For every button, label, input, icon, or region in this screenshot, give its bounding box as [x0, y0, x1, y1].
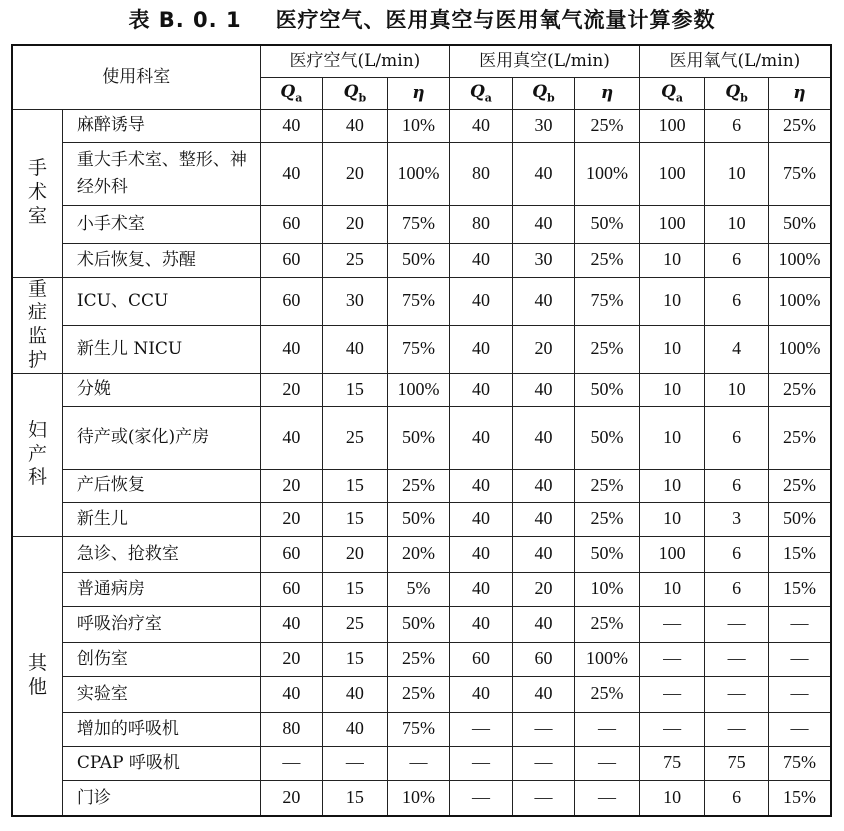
value-cell: —	[768, 606, 831, 642]
value-cell: 15	[323, 469, 388, 502]
value-cell: 40	[260, 109, 323, 142]
value-cell: 50%	[768, 205, 831, 243]
group-char: 护	[27, 348, 47, 371]
value-cell: 40	[260, 142, 323, 205]
department-name: 术后恢复、苏醒	[62, 243, 260, 277]
symbol-header	[450, 77, 513, 109]
value-cell: 3	[705, 502, 769, 536]
symbol-header	[768, 77, 831, 109]
group-char: 产	[27, 442, 47, 465]
value-cell: —	[768, 642, 831, 676]
value-cell: 50%	[387, 243, 450, 277]
symbol-header	[323, 77, 388, 109]
value-cell: 25	[323, 406, 388, 469]
value-cell: 40	[450, 373, 513, 406]
value-cell: 50%	[575, 536, 640, 572]
value-cell: 60	[260, 243, 323, 277]
department-name: 分娩	[62, 373, 260, 406]
value-cell: —	[450, 746, 513, 780]
value-cell: 20	[323, 205, 388, 243]
table-row	[12, 243, 831, 277]
value-cell: 25%	[387, 642, 450, 676]
value-cell: 25%	[575, 502, 640, 536]
group-char: 其	[27, 652, 47, 674]
value-cell: 25%	[575, 606, 640, 642]
group-char: 科	[27, 466, 47, 489]
value-cell: 40	[450, 536, 513, 572]
value-cell: —	[705, 712, 769, 746]
value-cell: 5%	[387, 572, 450, 606]
value-cell: 40	[512, 536, 575, 572]
symbol-main: Q	[661, 81, 676, 102]
table-row	[12, 572, 831, 606]
value-cell: —	[639, 642, 705, 676]
value-cell: 25	[323, 606, 388, 642]
table-row	[12, 712, 831, 746]
value-cell: 75%	[387, 205, 450, 243]
value-cell: —	[705, 676, 769, 712]
value-cell: 25%	[768, 109, 831, 142]
symbol-header	[260, 77, 323, 109]
group-char: 室	[27, 204, 47, 227]
value-cell: 15	[323, 502, 388, 536]
department-name: 创伤室	[62, 642, 260, 676]
value-cell: 15%	[768, 536, 831, 572]
value-cell: 60	[512, 642, 575, 676]
value-cell: 40	[323, 109, 388, 142]
table-row	[12, 325, 831, 373]
value-cell: 20	[323, 142, 388, 205]
value-cell: 60	[260, 205, 323, 243]
table-row	[12, 642, 831, 676]
group-header-oxygen: 医用氧气(L/min)	[639, 45, 831, 77]
value-cell: 100%	[575, 642, 640, 676]
symbol-header	[705, 77, 769, 109]
symbol-main: Q	[725, 81, 741, 102]
group-char: 妇	[27, 418, 47, 441]
value-cell: 25%	[768, 373, 831, 406]
value-cell: —	[639, 676, 705, 712]
value-cell: 20	[260, 373, 323, 406]
value-cell: 25%	[575, 325, 640, 373]
symbol-header	[387, 77, 450, 109]
value-cell: 100%	[387, 142, 450, 205]
value-cell: 40	[450, 325, 513, 373]
value-cell: 6	[705, 243, 769, 277]
symbol-main: η	[793, 82, 806, 103]
value-cell: 50%	[575, 373, 640, 406]
table-row	[12, 469, 831, 502]
table-body	[12, 109, 831, 816]
value-cell: 40	[260, 676, 323, 712]
symbol-main: η	[412, 82, 425, 103]
value-cell: 100	[639, 536, 705, 572]
table-row	[12, 373, 831, 406]
table-row	[12, 780, 831, 816]
department-name: 待产或(家化)产房	[62, 406, 260, 469]
value-cell: 100	[639, 142, 705, 205]
department-name: 普通病房	[62, 572, 260, 606]
value-cell: —	[512, 712, 575, 746]
value-cell: 40	[450, 502, 513, 536]
table-row	[12, 536, 831, 572]
value-cell: 15	[323, 373, 388, 406]
department-group	[12, 373, 62, 536]
value-cell: 80	[450, 142, 513, 205]
value-cell: 75%	[768, 746, 831, 780]
value-cell: —	[323, 746, 388, 780]
value-cell: 6	[705, 572, 769, 606]
value-cell: 20	[512, 572, 575, 606]
symbol-header	[639, 77, 705, 109]
value-cell: 6	[705, 109, 769, 142]
group-char: 症	[27, 301, 47, 324]
table-row	[12, 142, 831, 205]
department-name: 呼吸治疗室	[62, 606, 260, 642]
value-cell: 20	[260, 502, 323, 536]
value-cell: 20	[260, 642, 323, 676]
value-cell: 40	[450, 469, 513, 502]
value-cell: 4	[705, 325, 769, 373]
symbol-subscript: b	[740, 91, 748, 105]
value-cell: 100%	[575, 142, 640, 205]
department-name: 门诊	[62, 780, 260, 816]
value-cell: —	[768, 676, 831, 712]
value-cell: 100%	[768, 243, 831, 277]
value-cell: 10	[639, 325, 705, 373]
group-char: 重	[27, 277, 47, 300]
group-char: 手	[27, 157, 47, 180]
value-cell: 10	[705, 205, 769, 243]
value-cell: 20	[512, 325, 575, 373]
value-cell: 25%	[575, 109, 640, 142]
value-cell: 20	[260, 780, 323, 816]
value-cell: —	[512, 746, 575, 780]
symbol-main: Q	[280, 81, 296, 102]
department-name: 新生儿	[62, 502, 260, 536]
table-row	[12, 406, 831, 469]
value-cell: 50%	[575, 205, 640, 243]
symbol-subscript: a	[484, 91, 492, 105]
value-cell: 40	[450, 406, 513, 469]
value-cell: 75%	[575, 277, 640, 325]
value-cell: 25%	[768, 469, 831, 502]
value-cell: 10	[705, 373, 769, 406]
value-cell: 10	[639, 780, 705, 816]
value-cell: 40	[450, 606, 513, 642]
value-cell: 40	[323, 712, 388, 746]
value-cell: 100	[639, 109, 705, 142]
value-cell: 6	[705, 780, 769, 816]
value-cell: 10%	[387, 780, 450, 816]
value-cell: 25	[323, 243, 388, 277]
value-cell: 60	[260, 277, 323, 325]
value-cell: 10	[705, 142, 769, 205]
value-cell: 60	[260, 536, 323, 572]
value-cell: 60	[450, 642, 513, 676]
department-name: 产后恢复	[62, 469, 260, 502]
value-cell: 50%	[387, 606, 450, 642]
department-group	[12, 277, 62, 373]
value-cell: 40	[450, 243, 513, 277]
department-name: 增加的呼吸机	[62, 712, 260, 746]
value-cell: 25%	[575, 469, 640, 502]
department-group	[12, 536, 62, 816]
symbol-subscript: b	[358, 91, 367, 105]
value-cell: 40	[260, 406, 323, 469]
value-cell: 15	[323, 780, 388, 816]
department-name: 麻醉诱导	[62, 109, 260, 142]
value-cell: 40	[512, 205, 575, 243]
value-cell: 25%	[387, 469, 450, 502]
value-cell: 25%	[768, 406, 831, 469]
value-cell: 30	[512, 243, 575, 277]
value-cell: —	[768, 712, 831, 746]
symbol-main: Q	[532, 81, 548, 102]
value-cell: —	[450, 712, 513, 746]
value-cell: —	[575, 746, 640, 780]
value-cell: 40	[512, 406, 575, 469]
symbol-main: Q	[469, 81, 485, 102]
value-cell: 50%	[387, 406, 450, 469]
group-header-air: 医疗空气(L/min)	[260, 45, 450, 77]
value-cell: 40	[323, 325, 388, 373]
department-name: 实验室	[62, 676, 260, 712]
table-caption: 医疗空气、医用真空与医用氧气流量计算参数	[275, 8, 716, 32]
value-cell: 75	[705, 746, 769, 780]
value-cell: 40	[450, 676, 513, 712]
value-cell: —	[450, 780, 513, 816]
value-cell: 20	[323, 536, 388, 572]
department-name: 小手术室	[62, 205, 260, 243]
table-row	[12, 109, 831, 142]
value-cell: 6	[705, 406, 769, 469]
value-cell: 10%	[387, 109, 450, 142]
value-cell: 40	[450, 109, 513, 142]
value-cell: 25%	[387, 676, 450, 712]
value-cell: 10	[639, 277, 705, 325]
value-cell: 10	[639, 406, 705, 469]
flow-parameter-table	[11, 44, 832, 817]
value-cell: 50%	[387, 502, 450, 536]
value-cell: 40	[512, 142, 575, 205]
value-cell: —	[575, 712, 640, 746]
value-cell: —	[575, 780, 640, 816]
value-cell: 20	[260, 469, 323, 502]
department-name: 急诊、抢救室	[62, 536, 260, 572]
symbol-subscript: a	[675, 91, 684, 105]
value-cell: 10	[639, 469, 705, 502]
value-cell: —	[387, 746, 450, 780]
value-cell: 15%	[768, 572, 831, 606]
dept-column-header: 使用科室	[12, 45, 260, 109]
value-cell: 75%	[387, 277, 450, 325]
value-cell: 40	[512, 502, 575, 536]
value-cell: 40	[512, 469, 575, 502]
group-char: 他	[27, 675, 47, 698]
value-cell: 15	[323, 572, 388, 606]
value-cell: —	[639, 606, 705, 642]
value-cell: 30	[512, 109, 575, 142]
value-cell: —	[260, 746, 323, 780]
value-cell: 75	[639, 746, 705, 780]
table-code: 表 B. 0. 1	[128, 8, 242, 32]
value-cell: —	[639, 712, 705, 746]
value-cell: 25%	[575, 676, 640, 712]
department-name: 新生儿 NICU	[62, 325, 260, 373]
value-cell: 15	[323, 642, 388, 676]
value-cell: 75%	[387, 712, 450, 746]
value-cell: 25%	[575, 243, 640, 277]
value-cell: 40	[512, 373, 575, 406]
department-name: ICU、CCU	[62, 277, 260, 325]
value-cell: 80	[260, 712, 323, 746]
value-cell: 15%	[768, 780, 831, 816]
value-cell: 10	[639, 502, 705, 536]
table-row	[12, 205, 831, 243]
table-row	[12, 606, 831, 642]
value-cell: 60	[260, 572, 323, 606]
group-char: 术	[27, 181, 47, 204]
value-cell: 10	[639, 373, 705, 406]
value-cell: 40	[260, 325, 323, 373]
value-cell: —	[705, 606, 769, 642]
value-cell: —	[705, 642, 769, 676]
value-cell: 100	[639, 205, 705, 243]
value-cell: 6	[705, 277, 769, 325]
value-cell: 40	[260, 606, 323, 642]
value-cell: 80	[450, 205, 513, 243]
value-cell: 20%	[387, 536, 450, 572]
value-cell: 40	[512, 606, 575, 642]
group-header-vacuum: 医用真空(L/min)	[450, 45, 640, 77]
group-char: 监	[27, 325, 47, 347]
symbol-main: η	[600, 82, 614, 103]
department-name: 重大手术室、整形、神经外科	[62, 142, 260, 205]
value-cell: 30	[323, 277, 388, 325]
value-cell: 6	[705, 536, 769, 572]
value-cell: 75%	[387, 325, 450, 373]
value-cell: 75%	[768, 142, 831, 205]
symbol-main: Q	[343, 81, 359, 102]
value-cell: 40	[323, 676, 388, 712]
value-cell: 10	[639, 243, 705, 277]
value-cell: 10	[639, 572, 705, 606]
value-cell: 50%	[768, 502, 831, 536]
table-row	[12, 746, 831, 780]
symbol-header	[512, 77, 575, 109]
value-cell: 100%	[387, 373, 450, 406]
table-row	[12, 502, 831, 536]
value-cell: 100%	[768, 277, 831, 325]
table-row	[12, 277, 831, 325]
department-group	[12, 109, 62, 277]
value-cell: —	[512, 780, 575, 816]
value-cell: 10%	[575, 572, 640, 606]
header-row-groups	[12, 45, 831, 77]
symbol-header	[575, 77, 640, 109]
value-cell: 40	[450, 277, 513, 325]
value-cell: 50%	[575, 406, 640, 469]
value-cell: 40	[512, 676, 575, 712]
symbol-subscript: a	[295, 91, 303, 105]
value-cell: 40	[450, 572, 513, 606]
table-title	[0, 4, 844, 34]
value-cell: 40	[512, 277, 575, 325]
symbol-subscript: b	[547, 91, 555, 105]
value-cell: 100%	[768, 325, 831, 373]
value-cell: 6	[705, 469, 769, 502]
table-row	[12, 676, 831, 712]
department-name: CPAP 呼吸机	[62, 746, 260, 780]
